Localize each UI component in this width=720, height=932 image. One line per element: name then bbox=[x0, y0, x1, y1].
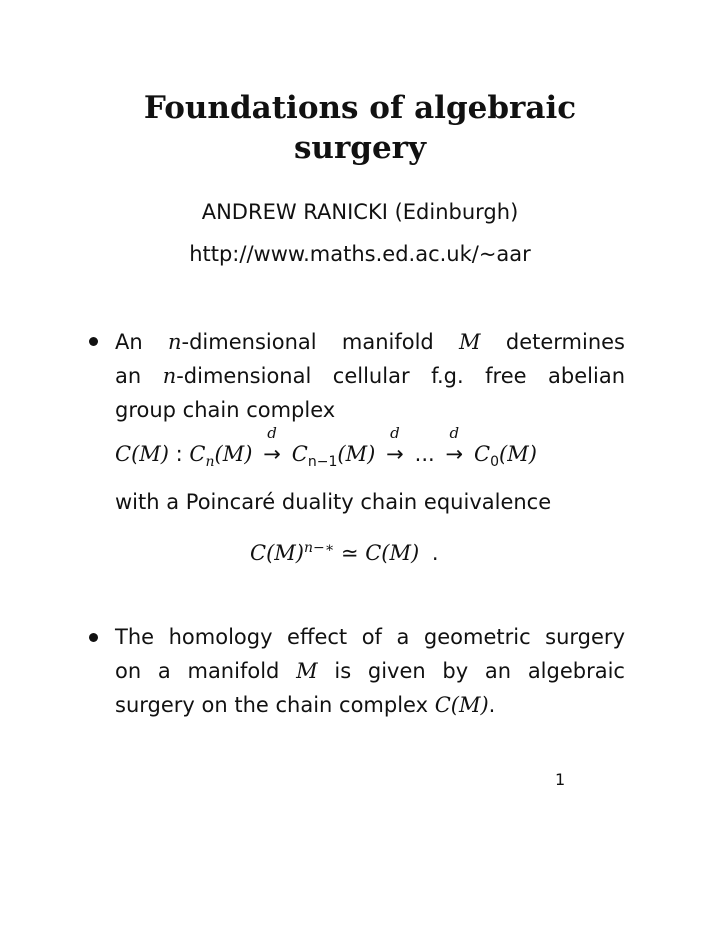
author-name: ANDREW RANICKI (Edinburgh) bbox=[201, 200, 519, 224]
bullet-2-line-3: surgery on the chain complex C(M). bbox=[115, 693, 496, 717]
bullet-1-line-4: with a Poincaré duality chain equivalence bbox=[115, 490, 552, 514]
page-title bbox=[0, 88, 720, 168]
bullet-1-line-3: group chain complex bbox=[115, 398, 336, 422]
bullet-1-line-1: An n-dimensional manifold M determines bbox=[115, 330, 625, 354]
bullet-icon bbox=[89, 337, 98, 346]
bullet-2-line-1: The homology effect of a geometric surgery bbox=[115, 625, 625, 649]
differential-arrow: d → bbox=[263, 424, 281, 466]
differential-arrow: d → bbox=[386, 424, 404, 466]
bullet-1-text bbox=[115, 325, 625, 427]
duality-equivalence-formula: $C(M)^{n-∗}$ ≃ C(M) . bbox=[250, 540, 439, 565]
bullet-1-line-2: an n-dimensional cellular f.g. free abelian bbox=[115, 364, 625, 388]
author-url: http://www.maths.ed.ac.uk/~aar bbox=[189, 242, 531, 266]
title-line-1: Foundations of algebraic bbox=[143, 90, 577, 126]
page-number: 1 bbox=[555, 770, 566, 789]
bullet-2-line-2: on a manifold M is given by an algebraic bbox=[115, 659, 625, 683]
chain-complex-formula: C(M) : $C_n(M)$ d → $C_{n-1}(M)$ d → ... d → $C_0(M)$ bbox=[115, 424, 537, 471]
differential-arrow: d → bbox=[445, 424, 464, 466]
title-line-2: surgery bbox=[293, 130, 427, 166]
bullet-2-text bbox=[115, 620, 625, 722]
bullet-icon bbox=[89, 633, 98, 642]
